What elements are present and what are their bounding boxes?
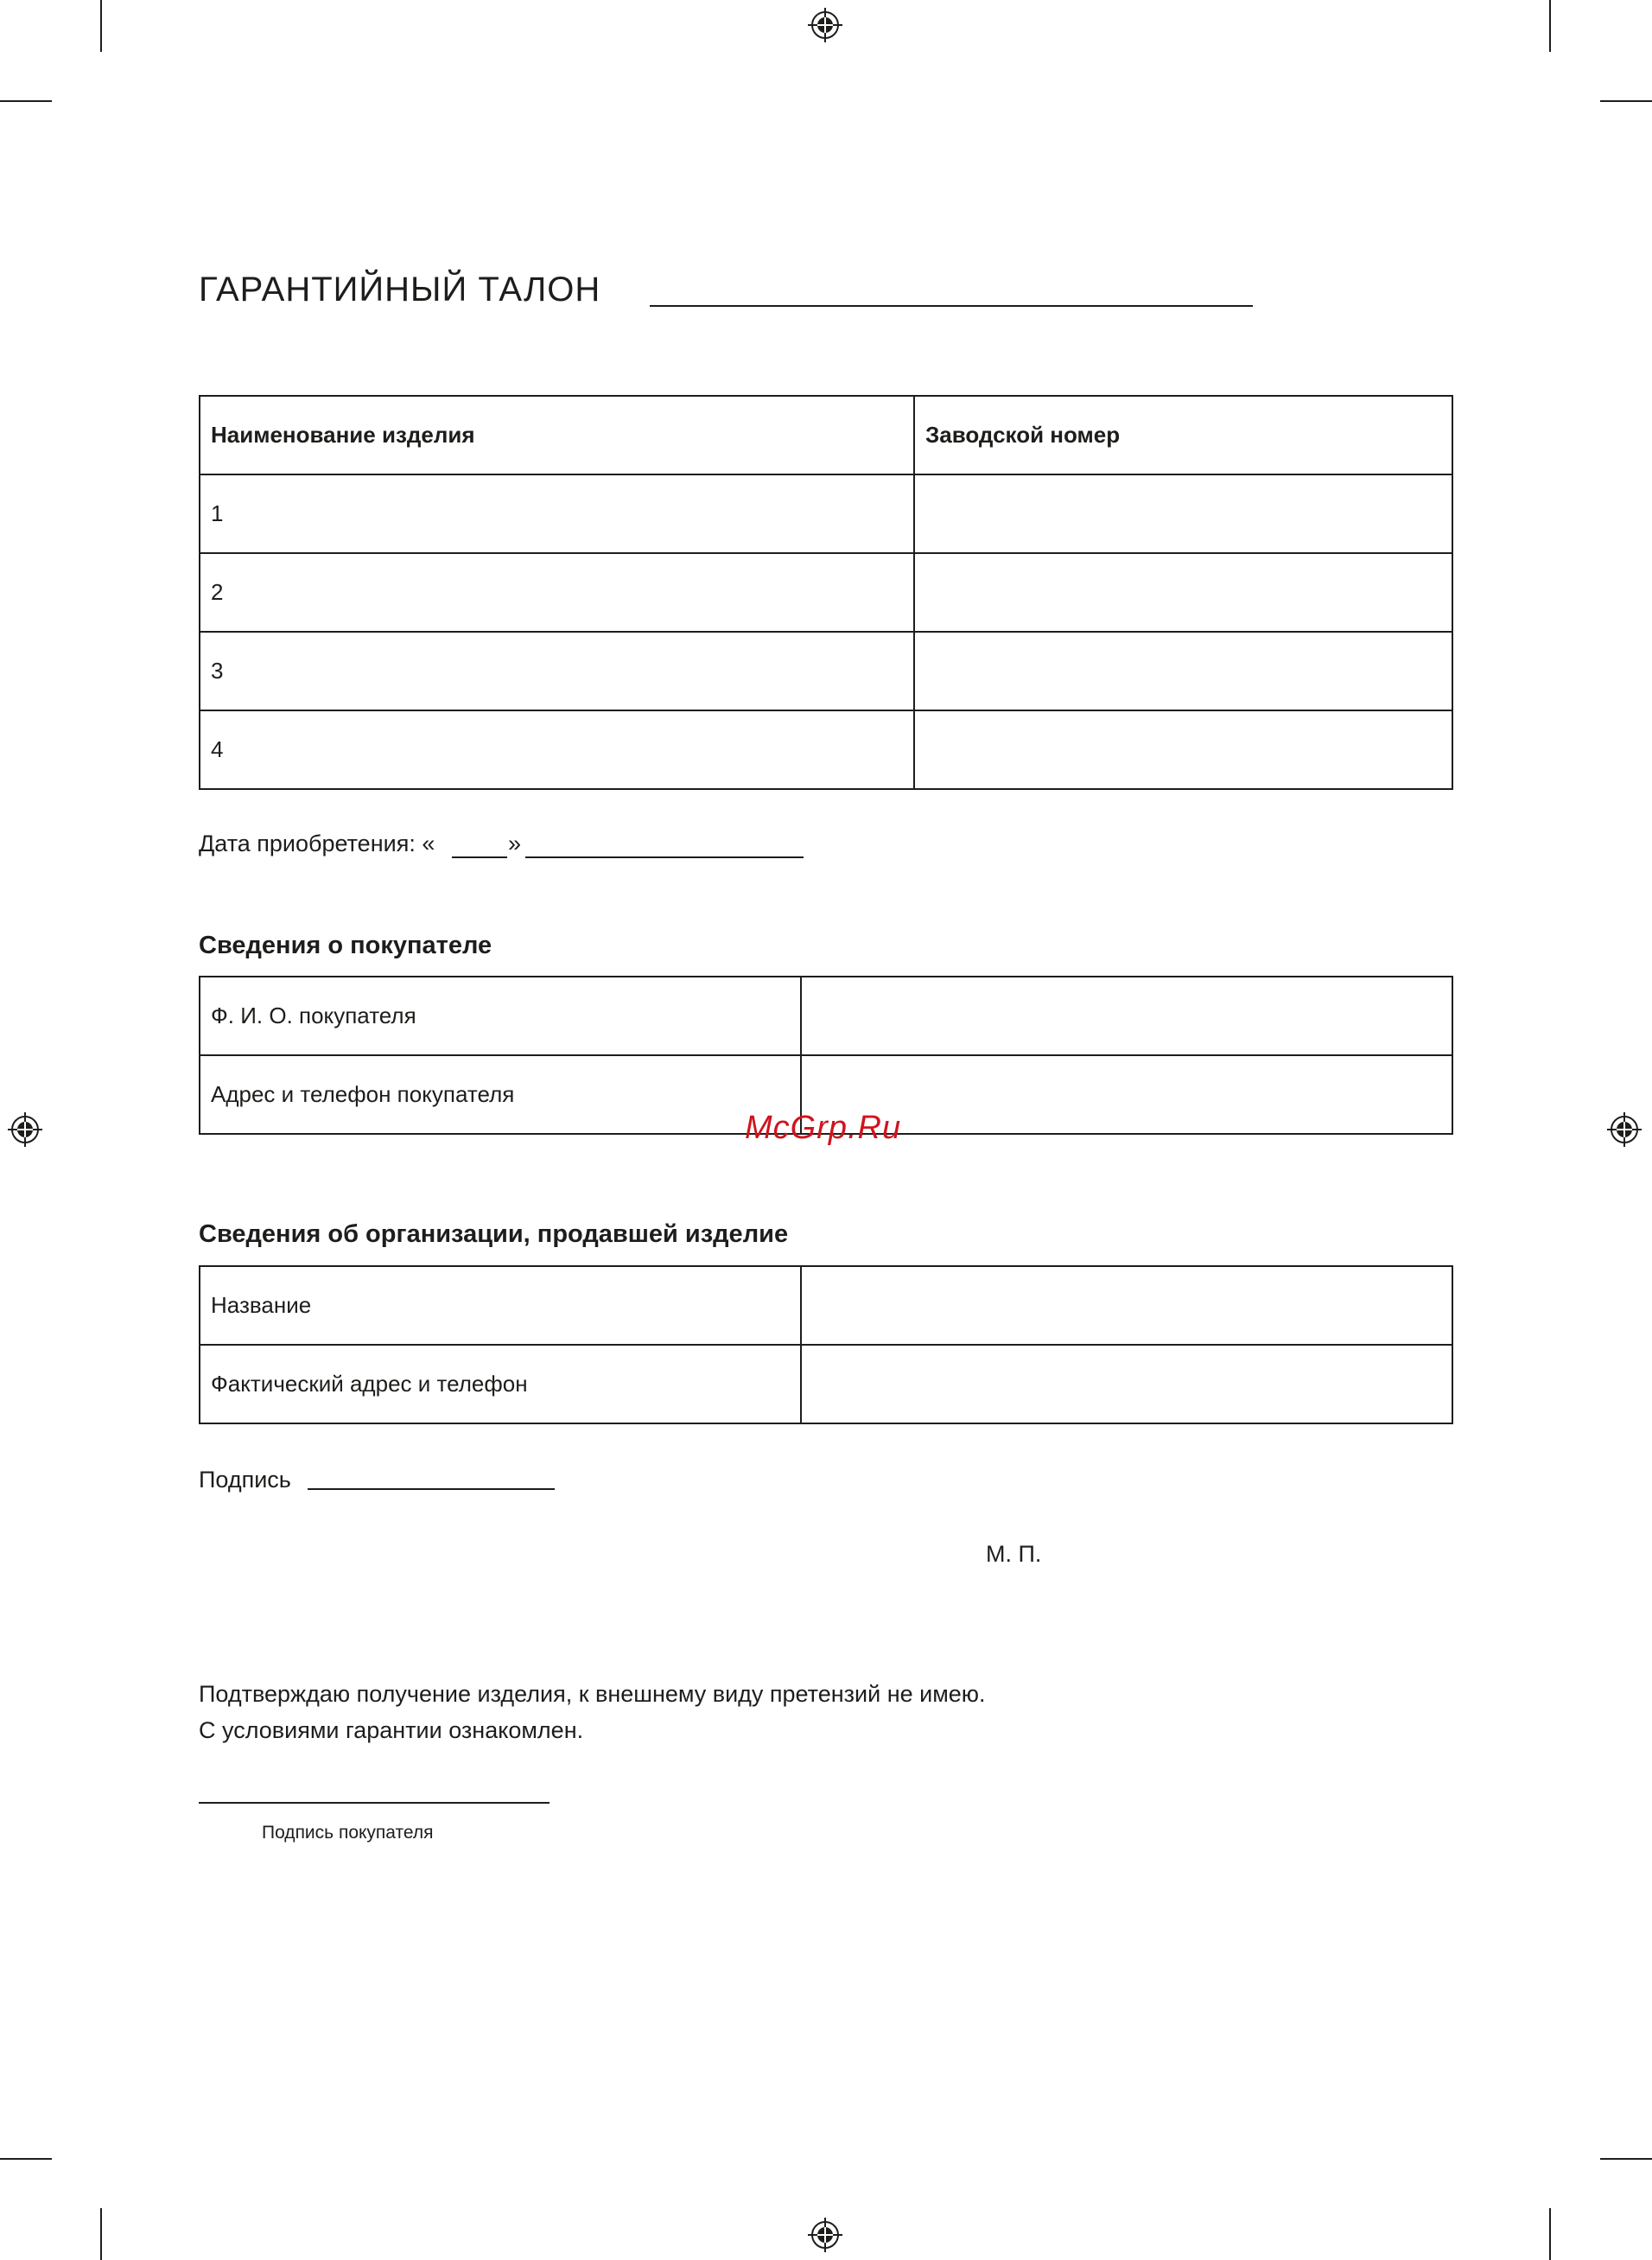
products-table bbox=[199, 395, 1453, 790]
row-number[interactable]: 3 bbox=[200, 632, 914, 710]
registration-mark-icon bbox=[808, 8, 842, 42]
purchase-date-close-quote: » bbox=[508, 831, 522, 856]
title-row bbox=[199, 264, 1253, 315]
purchase-date-row bbox=[199, 831, 890, 865]
serial-number-cell[interactable] bbox=[914, 553, 1452, 632]
signature-blank-line[interactable] bbox=[308, 1488, 555, 1490]
seller-name-field[interactable] bbox=[801, 1266, 1452, 1345]
crop-mark bbox=[0, 100, 52, 102]
crop-mark bbox=[1600, 2158, 1652, 2160]
buyer-address-label: Адрес и телефон покупателя bbox=[200, 1055, 801, 1134]
seller-name-label: Название bbox=[200, 1266, 801, 1345]
seller-table bbox=[199, 1265, 1453, 1424]
watermark: McGrp.Ru bbox=[745, 1110, 902, 1146]
table-row bbox=[200, 1266, 1452, 1345]
crop-mark bbox=[100, 0, 102, 52]
page-title: ГАРАНТИЙНЫЙ ТАЛОН bbox=[199, 271, 601, 309]
crop-mark bbox=[1549, 2208, 1551, 2260]
crop-mark bbox=[1600, 100, 1652, 102]
row-number[interactable]: 2 bbox=[200, 553, 914, 632]
registration-mark-icon bbox=[1607, 1112, 1642, 1147]
buyer-signature-label: Подпись покупателя bbox=[262, 1823, 434, 1843]
purchase-date-label: Дата приобретения: « bbox=[199, 831, 435, 856]
registration-mark-icon bbox=[808, 2218, 842, 2252]
registration-mark-icon bbox=[8, 1112, 42, 1147]
serial-number-cell[interactable] bbox=[914, 632, 1452, 710]
confirmation-line-2: С условиями гарантии ознакомлен. bbox=[199, 1717, 584, 1743]
table-row bbox=[200, 1345, 1452, 1423]
table-header-row bbox=[200, 396, 1452, 474]
stamp-label: М. П. bbox=[986, 1541, 1042, 1567]
table-row bbox=[200, 977, 1452, 1055]
serial-number-cell[interactable] bbox=[914, 710, 1452, 789]
title-blank-line[interactable] bbox=[650, 305, 1253, 307]
row-number[interactable]: 1 bbox=[200, 474, 914, 553]
crop-mark bbox=[100, 2208, 102, 2260]
table-row bbox=[200, 632, 1452, 710]
confirmation-line-1: Подтверждаю получение изделия, к внешнему виду претензий не имею. bbox=[199, 1681, 986, 1707]
header-serial-number: Заводской номер bbox=[914, 396, 1452, 474]
signature-label: Подпись bbox=[199, 1467, 291, 1493]
seller-section-heading: Сведения об организации, продавшей изделие bbox=[199, 1220, 789, 1248]
purchase-month-year-blank[interactable] bbox=[525, 856, 804, 858]
row-number[interactable]: 4 bbox=[200, 710, 914, 789]
purchase-day-blank[interactable] bbox=[452, 856, 507, 858]
buyer-name-label: Ф. И. О. покупателя bbox=[200, 977, 801, 1055]
buyer-signature-blank-line[interactable] bbox=[199, 1802, 550, 1804]
buyer-name-field[interactable] bbox=[801, 977, 1452, 1055]
buyer-section-heading: Сведения о покупателе bbox=[199, 932, 492, 959]
table-row bbox=[200, 553, 1452, 632]
table-row bbox=[200, 710, 1452, 789]
seller-address-label: Фактический адрес и телефон bbox=[200, 1345, 801, 1423]
serial-number-cell[interactable] bbox=[914, 474, 1452, 553]
header-product-name: Наименование изделия bbox=[200, 396, 914, 474]
crop-mark bbox=[0, 2158, 52, 2160]
seller-address-field[interactable] bbox=[801, 1345, 1452, 1423]
table-row bbox=[200, 474, 1452, 553]
crop-mark bbox=[1549, 0, 1551, 52]
